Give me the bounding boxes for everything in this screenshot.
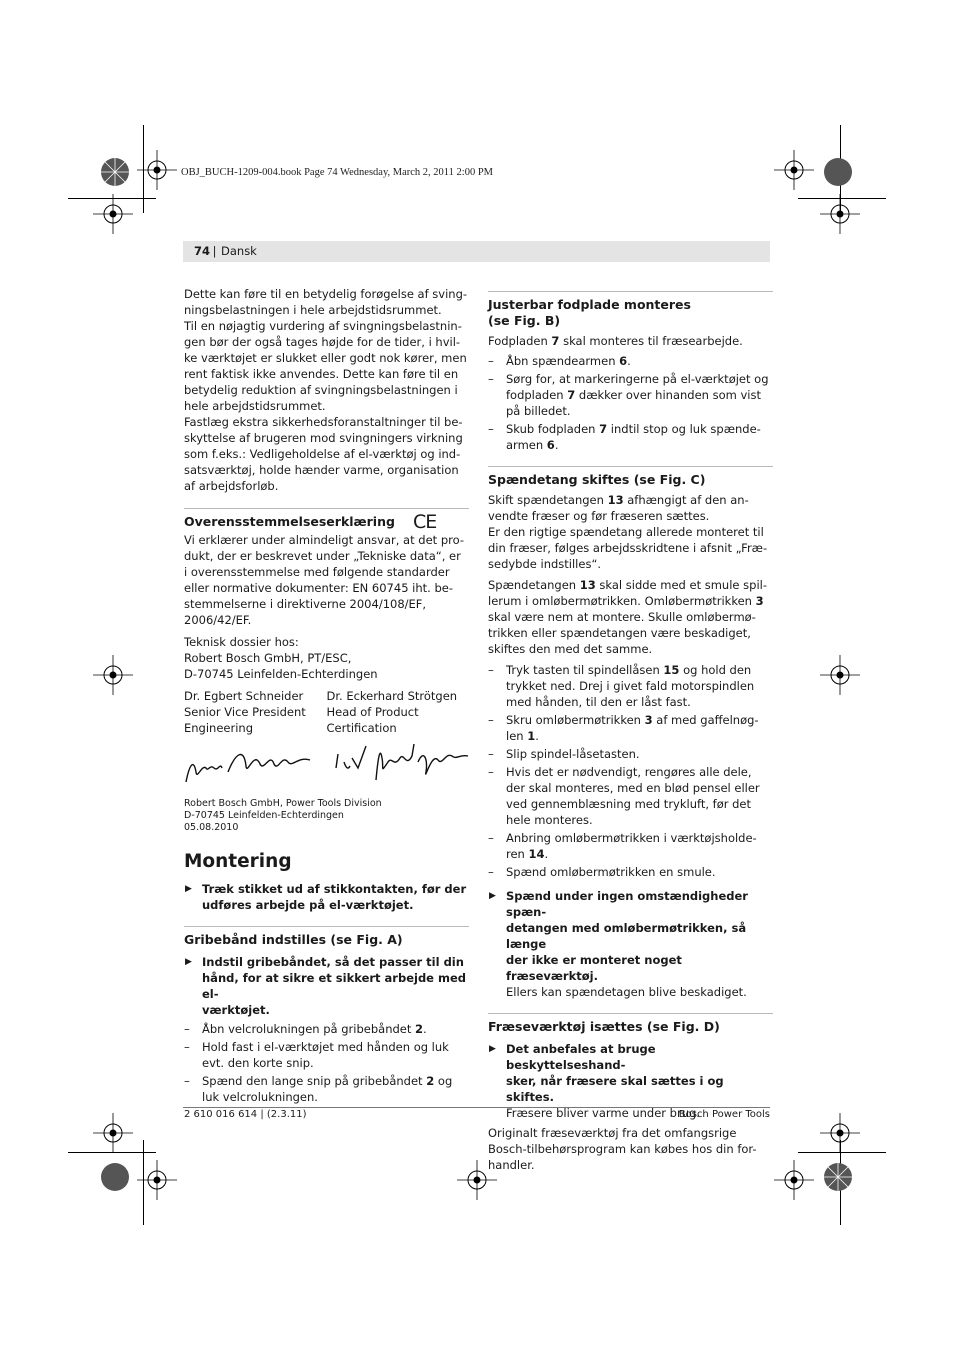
registration-target-icon <box>95 152 135 192</box>
tool-paragraph: Originalt fræseværktøj fra det omfangsrige Bosch-tilbehørsprogram kan købes hos din for- handler. <box>488 1126 757 1172</box>
intro-line: som f.eks.: Vedligeholdelse af el-værktøj og ind- <box>184 447 461 461</box>
intro-line: ningsbelastningen i hele arbejdstidsrummet. <box>184 303 442 317</box>
print-info-line: OBJ_BUCH-1209-004.book Page 74 Wednesday, March 2, 2011 2:00 PM <box>181 167 493 178</box>
page-header-bar <box>183 241 770 262</box>
conformity-heading: Overensstemmelseserklæring CE <box>184 508 469 530</box>
registration-target-icon <box>818 152 858 192</box>
intro-line: betydelig reduktion af svingningsbelastningen i <box>184 383 458 397</box>
registration-target-icon <box>818 1157 858 1197</box>
intro-line: Fastlæg ekstra sikkerhedsforanstaltninger til be- <box>184 415 463 429</box>
foot-heading: Justerbar fodplade monteres (se Fig. B) <box>488 291 773 329</box>
conformity-line: i overensstemmelse med følgende standarder <box>184 565 450 579</box>
signature-2-icon <box>332 738 472 792</box>
header-language: Dansk <box>221 244 257 258</box>
footer-rule <box>183 1107 770 1108</box>
dossier-line: Teknisk dossier hos: <box>184 635 299 649</box>
intro-line: gen bør der også tages højde for de tider, i hvil- <box>184 335 461 349</box>
tool-heading: Fræseværktøj isættes (se Fig. D) <box>488 1013 773 1035</box>
triangle-bullet-icon: ▶ <box>489 891 496 901</box>
left-column <box>184 286 469 1105</box>
crosshair-icon <box>93 194 133 234</box>
crosshair-icon <box>774 1160 814 1200</box>
signature-1-icon <box>184 742 314 792</box>
intro-line: Dette kan føre til en betydelig forøgelse af sving- <box>184 287 468 301</box>
dossier-line: Robert Bosch GmbH, PT/ESC, <box>184 651 352 665</box>
company-block: Robert Bosch GmbH, Power Tools Division D-70745 Leinfelden-Echterdingen 05.08.2010 <box>184 798 382 833</box>
crosshair-icon <box>774 150 814 190</box>
triangle-bullet-icon: ▶ <box>185 957 192 967</box>
collet-warning: ▶ Spænd under ingen omstændigheder spæn- detangen med omløbermøtrikken, så længe der ikke er monteret noget fræseværktøj. Ellers kan spændetagen blive beskadiget. <box>489 889 748 999</box>
conformity-line: 2006/42/EF. <box>184 613 252 627</box>
collet-step-2: – Skru omløbermøtrikken 3 af med gaffelnøg- len 1. <box>488 713 759 743</box>
page-number: 74 <box>194 244 211 258</box>
collet-step-1: – Tryk tasten til spindellåsen 15 og hold den trykket ned. Drej i givet fald motorspindlen med hånden, til den er låst fast. <box>488 663 755 709</box>
crosshair-icon <box>137 1160 177 1200</box>
intro-line: af arbejdsforløb. <box>184 479 279 493</box>
collet-paragraph-2: Spændetangen 13 skal sidde med et smule spil- lerum i omløbermøtrikken. Omløbermøtrikken 3 skal være nem at montere. Skulle omløbermø- trikken eller spændetangen være beskadiget, skiftes den med det samme. <box>488 578 767 656</box>
signatures <box>184 736 469 798</box>
crosshair-icon <box>137 150 177 190</box>
signers <box>184 688 469 736</box>
collet-step-4: – Hvis det er nødvendigt, rengøres alle dele, der skal monteres, med en blød pensel eller ved gennemblæsning med trykluft, før det hele monteres. <box>488 765 760 827</box>
grip-step-3: – Spænd den lange snip på gribebåndet 2 og luk velcrolukningen. <box>184 1074 453 1104</box>
crosshair-icon <box>820 655 860 695</box>
header-separator: | <box>209 244 221 258</box>
signer-1: Dr. Egbert Schneider Senior Vice President Engineering <box>184 689 306 735</box>
triangle-bullet-icon: ▶ <box>185 884 192 894</box>
registration-target-icon <box>95 1157 135 1197</box>
intro-line: skyttelse af brugeren mod svingningers virkning <box>184 431 463 445</box>
collet-heading: Spændetang skiftes (se Fig. C) <box>488 466 773 488</box>
grip-step-1: – Åbn velcrolukningen på gribebåndet 2. <box>184 1022 427 1036</box>
conformity-line: dukt, der er beskrevet under „Tekniske data“, er <box>184 549 461 563</box>
conformity-line: Vi erklærer under almindeligt ansvar, at det pro- <box>184 533 464 547</box>
signer-2: Dr. Eckerhard Strötgen Head of Product Certification <box>326 689 458 735</box>
intro-line: Til en nøjagtig vurdering af svingningsbelastnin- <box>184 319 462 333</box>
collet-step-5: – Anbring omløbermøtrikken i værktøjsholde- ren 14. <box>488 831 757 861</box>
grip-step-2: – Hold fast i el-værktøjet med hånden og luk evt. den korte snip. <box>184 1040 449 1070</box>
crosshair-icon <box>820 194 860 234</box>
intro-line: ke værktøjet er slukket eller godt nok kører, men <box>184 351 467 365</box>
crosshair-icon <box>93 655 133 695</box>
right-column <box>488 291 773 1173</box>
foot-step-2: – Sørg for, at markeringerne på el-værktøjet og fodpladen 7 dækker over hinanden som vist på billedet. <box>488 372 769 418</box>
footer-right: Bosch Power Tools <box>678 1109 770 1120</box>
intro-line: satsværktøj, holde hænder varme, organisation <box>184 463 459 477</box>
collet-paragraph-1: Skift spændetangen 13 afhængigt af den an- vendte fræser og før fræseren sættes. Er den rigtige spændetang allerede monteret til din fræser, følges arbejdsskridtene i afsnit „Fræ- sedybde indstilles“. <box>488 493 768 571</box>
foot-step-1: – Åbn spændearmen 6. <box>488 354 631 368</box>
dossier-line: D-70745 Leinfelden-Echterdingen <box>184 667 378 681</box>
triangle-bullet-icon: ▶ <box>489 1044 496 1054</box>
montering-heading: Montering <box>184 851 292 872</box>
footer-left: 2 610 016 614 | (2.3.11) <box>184 1109 307 1120</box>
tool-warning: ▶ Det anbefales at bruge beskyttelseshand- sker, når fræsere skal sættes i og skiftes. Fræsere bliver varme under brug. <box>489 1042 724 1120</box>
collet-step-3: – Slip spindel-låsetasten. <box>488 747 640 761</box>
foot-intro: Fodpladen 7 skal monteres til fræsearbejde. <box>488 334 743 348</box>
conformity-line: stemmelserne i direktiverne 2004/108/EF, <box>184 597 427 611</box>
intro-line: rent faktisk ikke anvendes. Dette kan føre til en <box>184 367 459 381</box>
crosshair-icon <box>820 1113 860 1153</box>
foot-step-3: – Skub fodpladen 7 indtil stop og luk spænde- armen 6. <box>488 422 761 452</box>
montering-warning: ▶ Træk stikket ud af stikkontakten, før der udføres arbejde på el-værktøjet. <box>185 882 467 912</box>
ce-mark-icon: CE <box>412 511 437 533</box>
grip-heading: Gribebånd indstilles (se Fig. A) <box>184 926 469 948</box>
intro-line: hele arbejdstidsrummet. <box>184 399 326 413</box>
crosshair-icon <box>93 1113 133 1153</box>
collet-step-6: – Spænd omløbermøtrikken en smule. <box>488 865 716 879</box>
conformity-line: eller normative dokumenter: EN 60745 iht. be- <box>184 581 453 595</box>
grip-warning: ▶ Indstil gribebåndet, så det passer til din hånd, for at sikre et sikkert arbejde med el- værktøjet. <box>185 955 466 1017</box>
